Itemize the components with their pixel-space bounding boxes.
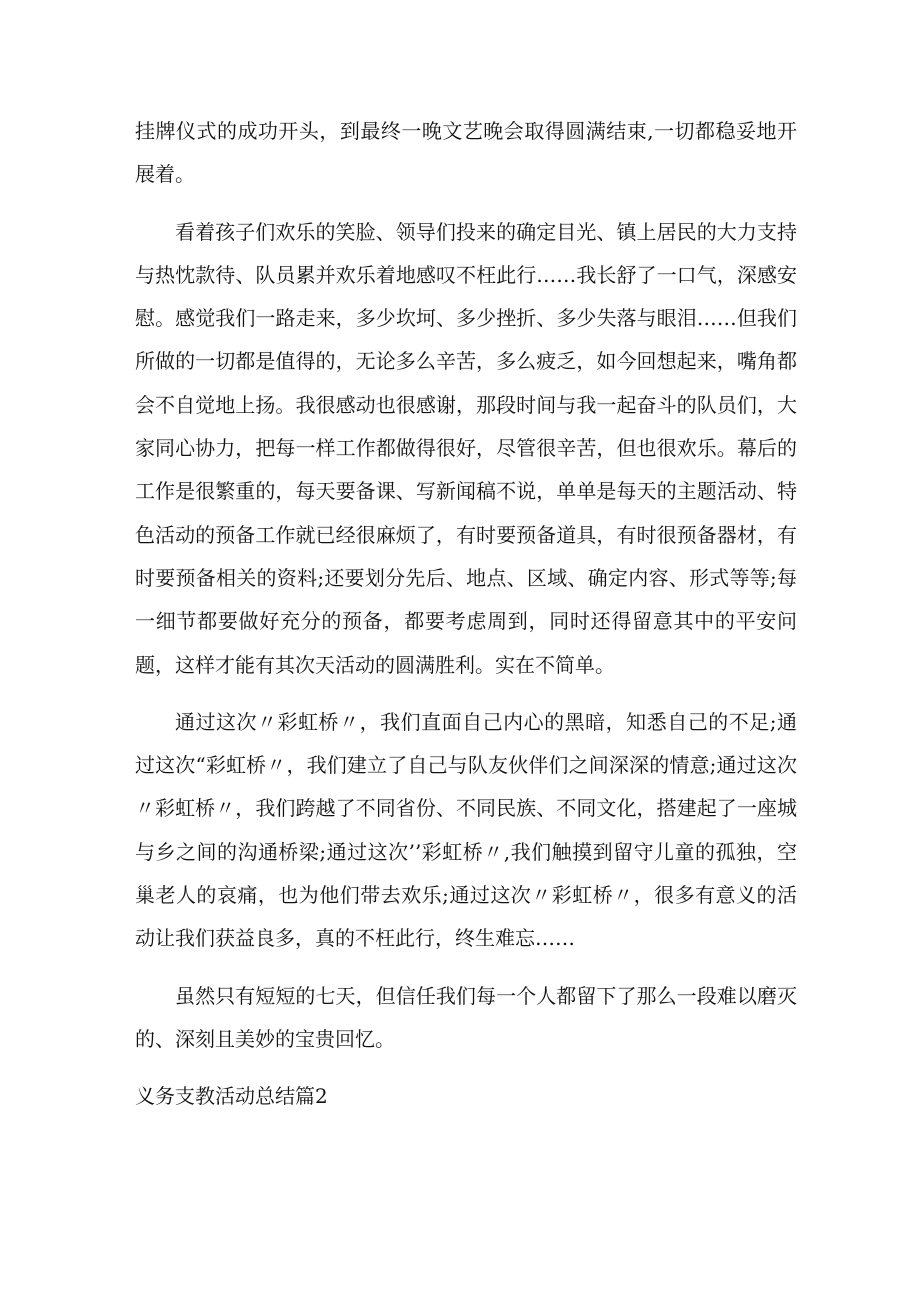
section-heading: 义务支教活动总结篇2: [135, 1084, 328, 1109]
paragraph-memories: 虽然只有短短的七天，但信任我们每一个人都留下了那么一段难以磨灭的、深刻且美妙的宝贵回忆。: [135, 983, 797, 1051]
paragraph-rainbow-bridge: 通过这次〃彩虹桥〃，我们直面自己内心的黑暗，知悉自己的不足;通过这次“彩虹桥〃，我们建立了自己与队友伙伴们之间深深的情意;通过这次〃彩虹桥〃，我们跨越了不同省份、不同民族、不同文化，搭建起了一座城与乡之间的沟通桥梁;通过这次’’彩虹桥〃,我们触摸到留守儿童的孤独，空巢老人的哀痛，也为他们带去欢乐;通过这次〃彩虹桥〃，很多有意义的活动让我们获益良多，真的不枉此行，终生难忘……: [135, 709, 797, 951]
document-page: [135, 110, 797, 1119]
paragraph-reflection: 看着孩子们欢乐的笑脸、领导们投来的确定目光、镇上居民的大力支持与热忱款待、队员累并欢乐着地感叹不枉此行……我长舒了一口气，深感安慰。感觉我们一路走来，多少坎坷、多少挫折、多少失落与眼泪……但我们所做的一切都是值得的，无论多么辛苦，多么疲乏，如今回想起来，嘴角都会不自觉地上扬。我很感动也很感谢，那段时间与我一起奋斗的队员们，大家同心协力，把每一样工作都做得很好，尽管很辛苦，但也很欢乐。幕后的工作是很繁重的，每天要备课、写新闻稿不说，单单是每天的主题活动、特色活动的预备工作就已经很麻烦了，有时要预备道具，有时很预备器材，有时要预备相关的资料;还要划分先后、地点、区域、确定内容、形式等等;每一细节都要做好充分的预备，都要考虑周到，同时还得留意其中的平安问题，这样才能有其次天活动的圆满胜利。实在不简单。: [135, 219, 797, 677]
paragraph-continuation: 挂牌仪式的成功开头，到最终一晚文艺晚会取得圆满结束,一切都稳妥地开展着。: [135, 119, 797, 187]
